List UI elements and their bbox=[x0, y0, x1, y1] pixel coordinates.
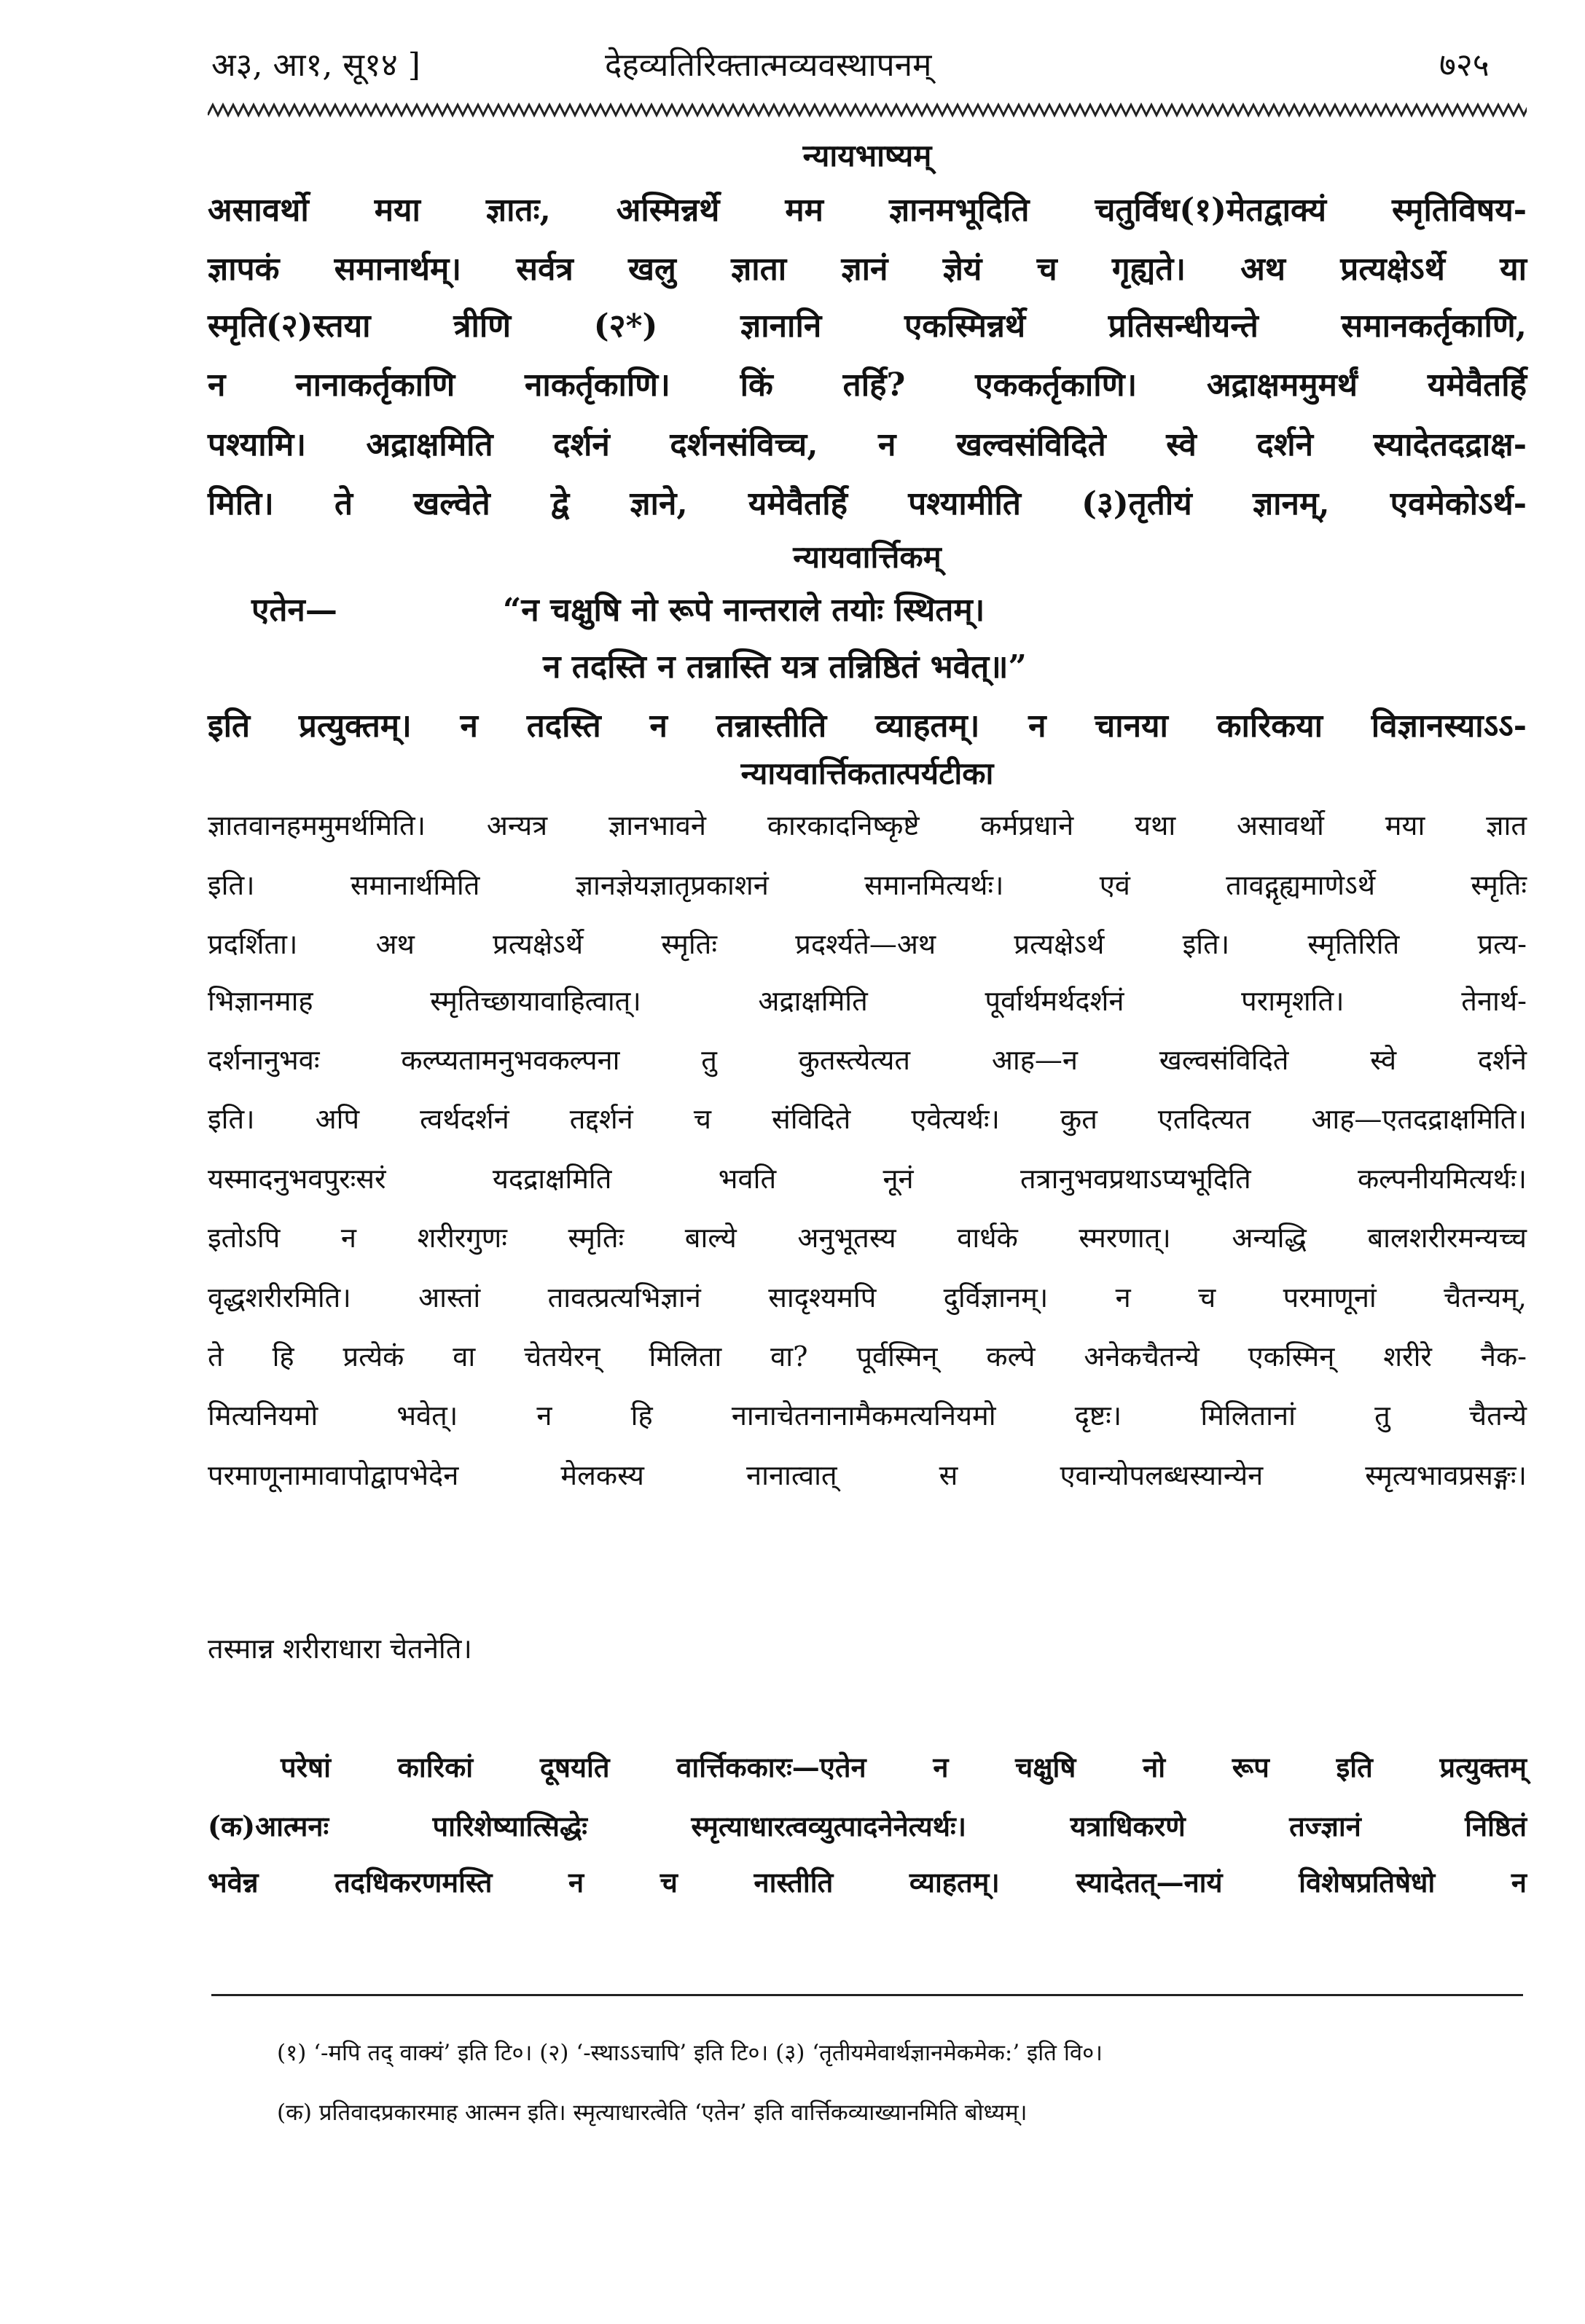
section-reference: अ३, आ१, सू१४ ] bbox=[211, 47, 420, 84]
tika-line: इतोऽपि न शरीरगुणः स्मृतिः बाल्ये अनुभूतस्य वार्धके स्मरणात्। अन्यद्धि बालशरीरमन्यच्च bbox=[208, 1222, 1527, 1254]
tika-line: परमाणूनामावापोद्वापभेदेन मेलकस्य नानात्वात् स एवान्योपलब्धस्यान्येन स्मृत्यभावप्रसङ्गः। bbox=[208, 1459, 1527, 1491]
section-heading-bhashya: न्यायभाष्यम् bbox=[802, 138, 932, 173]
verse-line: न तदस्ति न तन्नास्ति यत्र तन्निष्ठितं भवेत्॥” bbox=[543, 648, 1027, 686]
tika-line: (क)आत्मनः पारिशेष्यात्सिद्धेः स्मृत्याधारत्वव्युत्पादनेनेत्यर्थः। यत्राधिकरणे तज्ज्ञानं निष्ठितं bbox=[208, 1810, 1527, 1842]
tika-line: तस्मान्न शरीराधारा चेतनेति। bbox=[208, 1633, 472, 1665]
tika-line: प्रदर्शिता। अथ प्रत्यक्षेऽर्थे स्मृतिः प्रदर्श्यते—अथ प्रत्यक्षेऽर्थ इति। स्मृतिरिति प्रत्य- bbox=[208, 928, 1527, 960]
verse-lead: एतेन— bbox=[251, 592, 337, 629]
tika-line: इति। अपि त्वर्थदर्शनं तद्दर्शनं च संविदिते एवेत्यर्थः। कुत एतदित्यत आह—एतदद्राक्षमिति। bbox=[208, 1103, 1527, 1135]
tika-line: ज्ञातवानहममुमर्थमिति। अन्यत्र ज्ञानभावने कारकादनिष्कृष्टे कर्मप्रधाने यथा असावर्थो मया ज्ञात bbox=[208, 809, 1527, 841]
bhashya-line: न नानाकर्तृकाणि नाकर्तृकाणि। किं तर्हि? एककर्तृकाणि। अद्राक्षममुमर्थं यमेवैतर्हि bbox=[208, 366, 1527, 404]
bhashya-line: मिति। ते खल्वेते द्वे ज्ञाने, यमेवैतर्हि पश्यामीति (३)तृतीयं ज्ञानम्, एवमेकोऽर्थ- bbox=[208, 485, 1527, 522]
bhashya-line: पश्यामि। अद्राक्षमिति दर्शनं दर्शनसंविच्च, न खल्वसंविदिते स्वे दर्शने स्यादेतदद्राक्ष- bbox=[208, 426, 1527, 463]
footnote: (क) प्रतिवादप्रकारमाह आत्मन इति। स्मृत्याधारत्वेति ‘एतेन’ इति वार्त्तिकव्याख्यानमिति बोध्यम्। bbox=[277, 2100, 1028, 2126]
varttika-line: इति प्रत्युक्तम्। न तदस्ति न तन्नास्तीति व्याहतम्। न चानया कारिकया विज्ञानस्याऽऽ- bbox=[208, 707, 1527, 745]
tika-line: वृद्धशरीरमिति। आस्तां तावत्प्रत्यभिज्ञानं सादृश्यमपि दुर्विज्ञानम्। न च परमाणूनां चैतन्यम्, bbox=[208, 1281, 1527, 1314]
tika-line: भिज्ञानमाह स्मृतिच्छायावाहित्वात्। अद्राक्षमिति पूर्वार्थमर्थदर्शनं परामृशति। तेनार्थ- bbox=[208, 985, 1527, 1017]
tika-line: ते हि प्रत्येकं वा चेतयेरन् मिलिता वा? पूर्वस्मिन् कल्पे अनेकचैतन्ये एकस्मिन् शरीरे नैक- bbox=[208, 1340, 1527, 1373]
tika-line: दर्शनानुभवः कल्प्यतामनुभवकल्पना तु कुतस्त्येत्यत आह—न खल्वसंविदिते स्वे दर्शने bbox=[208, 1044, 1527, 1076]
bhashya-line: असावर्थो मया ज्ञातः, अस्मिन्नर्थे मम ज्ञानमभूदिति चतुर्विध(१)मेतद्वाक्यं स्मृतिविषय- bbox=[208, 192, 1527, 229]
footnote-rule bbox=[211, 1994, 1523, 1996]
tika-line: मित्यनियमो भवेत्। न हि नानाचेतनानामैकमत्यनियमो दृष्टः। मिलितानां तु चैतन्ये bbox=[208, 1399, 1527, 1432]
bhashya-line: स्मृति(२)स्तया त्रीणि (२*) ज्ञानानि एकस्मिन्नर्थे प्रतिसन्धीयन्ते समानकर्तृकाणि, bbox=[208, 307, 1527, 345]
wavy-divider bbox=[208, 102, 1527, 119]
footnote: (१) ‘-मपि तद् वाक्यं’ इति टि०। (२) ‘-स्थाऽऽचापि’ इति टि०। (३) ‘तृतीयमेवार्थज्ञानमेकमेक:’ इति वि०। bbox=[277, 2040, 1103, 2066]
tika-line: इति। समानार्थमिति ज्ञानज्ञेयज्ञातृप्रकाशनं समानमित्यर्थः। एवं तावद्गृह्यमाणेऽर्थे स्मृतिः bbox=[208, 869, 1527, 901]
tika-line: भवेन्न तदधिकरणमस्ति न च नास्तीति व्याहतम्। स्यादेतत्—नायं विशेषप्रतिषेधो न bbox=[208, 1866, 1527, 1899]
bhashya-line: ज्ञापकं समानार्थम्। सर्वत्र खलु ज्ञाता ज्ञानं ज्ञेयं च गृह्यते। अथ प्रत्यक्षेऽर्थे या bbox=[208, 251, 1527, 288]
section-heading-varttika: न्यायवार्त्तिकम् bbox=[793, 539, 942, 575]
page-number: ७२५ bbox=[1439, 47, 1490, 84]
running-title: देहव्यतिरिक्तात्मव्यवस्थापनम् bbox=[605, 47, 932, 84]
tika-line: यस्मादनुभवपुरःसरं यदद्राक्षमिति भवति नूनं तत्रानुभवप्रथाऽप्यभूदिति कल्पनीयमित्यर्थः। bbox=[208, 1163, 1527, 1195]
section-heading-tika: न्यायवार्त्तिकतात्पर्यटीका bbox=[740, 755, 994, 791]
verse-line: “न चक्षुषि नो रूपे नान्तराले तयोः स्थितम्। bbox=[503, 592, 985, 629]
tika-line: परेषां कारिकां दूषयति वार्त्तिककारः—एतेन न चक्षुषि नो रूप इति प्रत्युक्तम् bbox=[281, 1751, 1527, 1783]
